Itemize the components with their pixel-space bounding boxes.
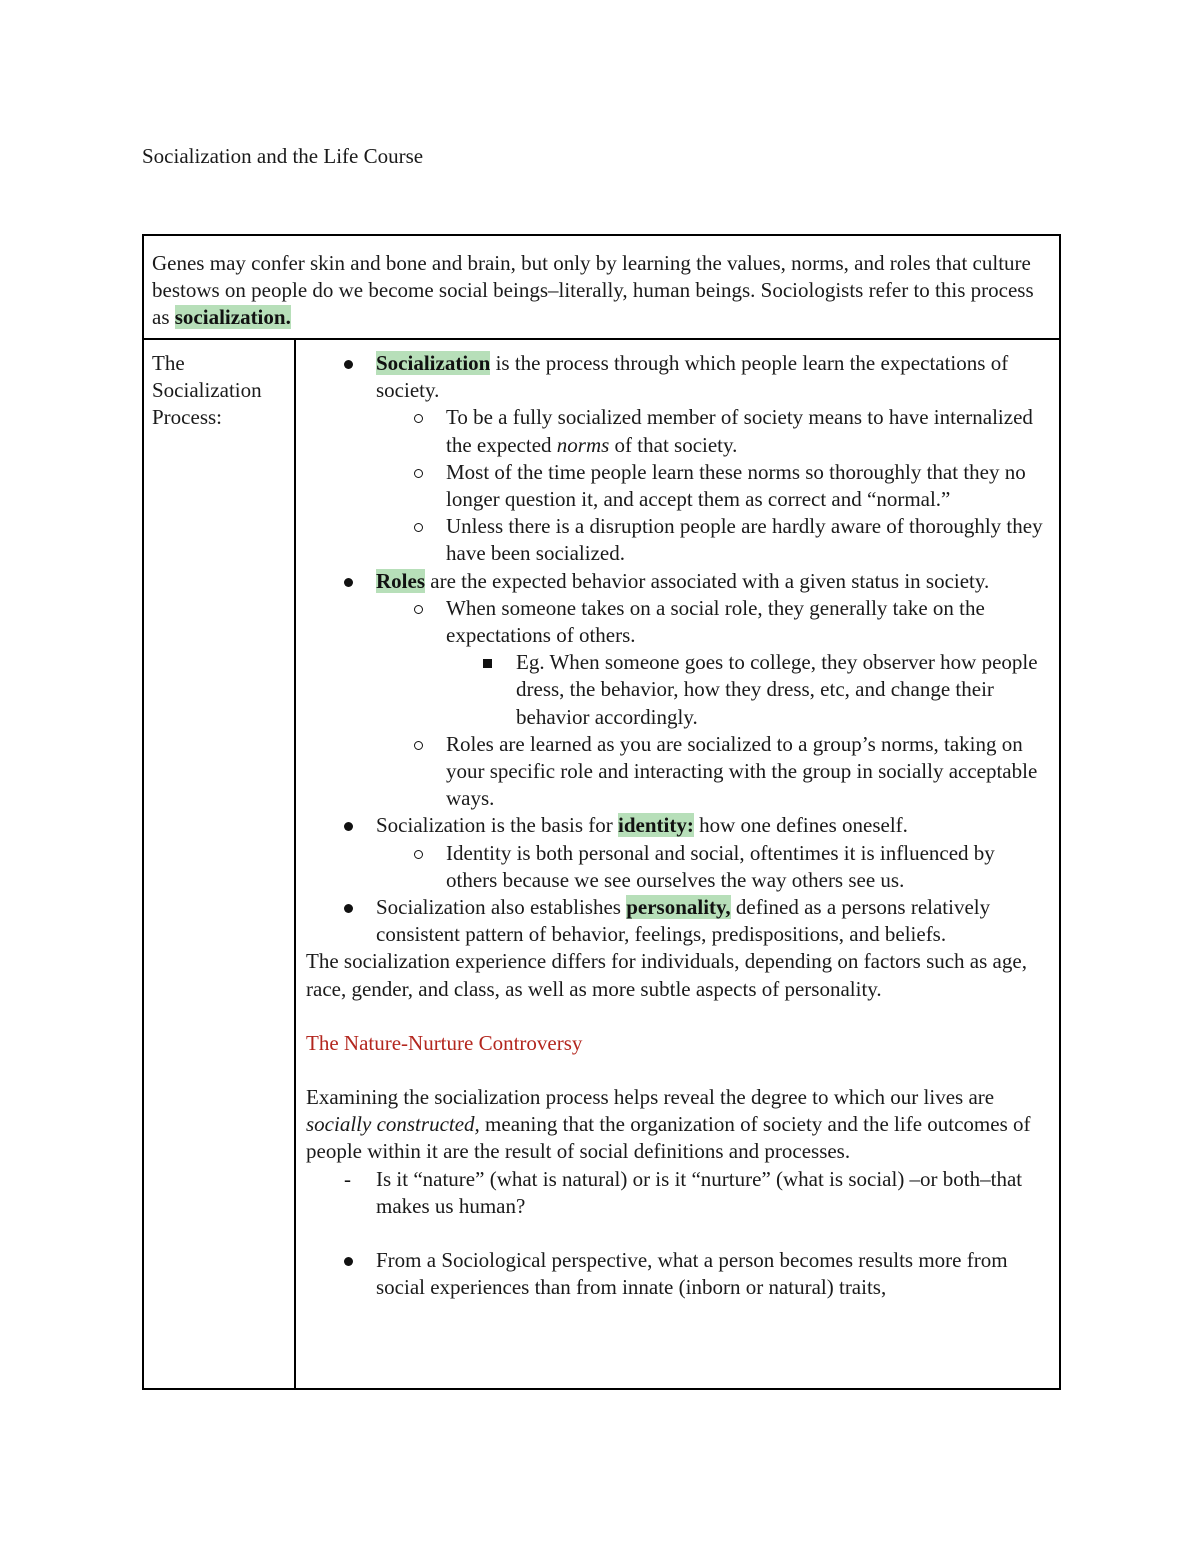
- circle-bullet-icon: [414, 850, 423, 859]
- document-title: Socialization and the Life Course: [142, 144, 424, 168]
- bullet-text-end: defined as a persons relatively consistent pattern of behavior, feelings, predispositions, and beliefs.: [376, 895, 991, 947]
- term-personality: personality,: [626, 895, 731, 920]
- sub-bullet-text: Identity is both personal and social, oftentimes it is influenced by others because we see ourselves the way others see us.: [446, 840, 995, 892]
- italic-term: socially constructed,: [306, 1112, 480, 1137]
- sub-sub-bullet-text: Eg. When someone goes to college, they observer how people dress, the behavior, how they dress, etc, and change their behavior accordingly.: [516, 650, 1038, 729]
- square-bullet-icon: [483, 659, 492, 668]
- bullet-sociological-perspective: [306, 1247, 1049, 1301]
- sub-list: [376, 595, 1049, 813]
- sub-list: [376, 404, 1049, 567]
- bullet-socialization: [306, 350, 1049, 568]
- sub-bullet-text: Roles are learned as you are socialized to a group’s norms, taking on your specific role and interacting with the group in socially acceptable ways.: [446, 731, 1038, 811]
- bullet-list-1: [306, 350, 1049, 948]
- bullet-dot-icon: [344, 578, 353, 587]
- paragraph-socialization-experience: The socialization experience differs for individuals, depending on factors such as age, race, gender, and class, as well as more subtle aspects of personality.: [306, 949, 1027, 1001]
- bullet-roles: [306, 568, 1049, 813]
- bullet-text-end: how one defines oneself.: [693, 813, 908, 838]
- sub-list: [376, 840, 1049, 894]
- paragraph-text: Examining the socialization process helps reveal the degree to which our lives are: [306, 1085, 995, 1110]
- intro-text: Genes may confer skin and bone and brain, but only by learning the values, norms, and roles that culture bestows on people do we become social beings–literally, human beings. Sociologists refer to this process as: [152, 251, 1034, 329]
- intro-highlight-term: socialization.: [174, 305, 291, 329]
- term-roles: Roles: [376, 568, 425, 593]
- bullet-dot-icon: [344, 1257, 353, 1266]
- italic-term: norms: [556, 432, 610, 457]
- bullet-personality: [306, 894, 1049, 948]
- dash-item-nature-nurture: [306, 1166, 1049, 1220]
- bullet-list-2: [306, 1247, 1049, 1301]
- circle-bullet-icon: [414, 414, 423, 423]
- bullet-dot-icon: [344, 360, 353, 369]
- sub-bullet-text-end: of that society.: [609, 432, 738, 457]
- bullet-identity: [306, 812, 1049, 894]
- circle-bullet-icon: [414, 469, 423, 478]
- term-socialization: Socialization: [376, 351, 491, 375]
- sub-bullet-disruption: [376, 513, 1049, 567]
- sub-bullet-roles-learned: [376, 731, 1049, 813]
- bullet-text: is the process through which people learn the expectations of society.: [376, 351, 1009, 403]
- spacer: [306, 1003, 1049, 1030]
- spacer: [306, 1220, 1049, 1247]
- bullet-dot-icon: [344, 822, 353, 831]
- circle-bullet-icon: [414, 741, 423, 750]
- cornell-notes-table: [142, 234, 1061, 1390]
- section-label-cell: [144, 340, 296, 1388]
- sub-bullet-text: To be a fully socialized member of society means to have internalized the expected: [446, 405, 1033, 457]
- sub-bullet-social-role: [376, 595, 1049, 731]
- sub-bullet-norms: [376, 459, 1049, 513]
- sub-bullet-text: When someone takes on a social role, they generally take on the expectations of others.: [446, 595, 985, 648]
- paragraph-text-end: meaning that the organization of society and the life outcomes of people within it are the result of social definitions and processes.: [306, 1112, 1031, 1164]
- bullet-text: are the expected behavior associated with a given status in society.: [425, 568, 990, 593]
- spacer: [306, 1057, 1049, 1084]
- sub-bullet-identity: [376, 840, 1049, 894]
- sub-bullet-internalized: [376, 404, 1049, 458]
- sub-sub-list: [446, 649, 1049, 731]
- term-identity: identity:: [618, 813, 694, 838]
- paragraph-socially-constructed: [306, 1084, 1049, 1166]
- dash-list: [306, 1166, 1049, 1220]
- bullet-dot-icon: [344, 904, 353, 913]
- section-label: The Socialization Process:: [152, 351, 262, 429]
- sub-bullet-text: Unless there is a disruption people are hardly aware of thoroughly they have been socialized.: [446, 514, 1043, 566]
- sub-sub-bullet-college: [446, 649, 1049, 731]
- section-heading-nature-nurture: The Nature-Nurture Controversy: [306, 1030, 583, 1055]
- circle-bullet-icon: [414, 523, 423, 532]
- bullet-text: From a Sociological perspective, what a person becomes results more from social experiences than from innate (inborn or natural) traits,: [376, 1248, 1008, 1300]
- bullet-text: Socialization is the basis for: [376, 813, 619, 838]
- notes-cell: [296, 340, 1059, 1388]
- bullet-text: Socialization also establishes: [376, 895, 627, 920]
- circle-bullet-icon: [414, 605, 423, 614]
- sub-bullet-text: Most of the time people learn these norms so thoroughly that they no longer question it, and accept them as correct and “normal.”: [446, 459, 1026, 512]
- intro-cell: [144, 236, 1059, 340]
- dash-item-text: Is it “nature” (what is natural) or is it “nurture” (what is social) –or both–that makes us human?: [376, 1166, 1023, 1218]
- dash-bullet-icon: -: [344, 1166, 351, 1191]
